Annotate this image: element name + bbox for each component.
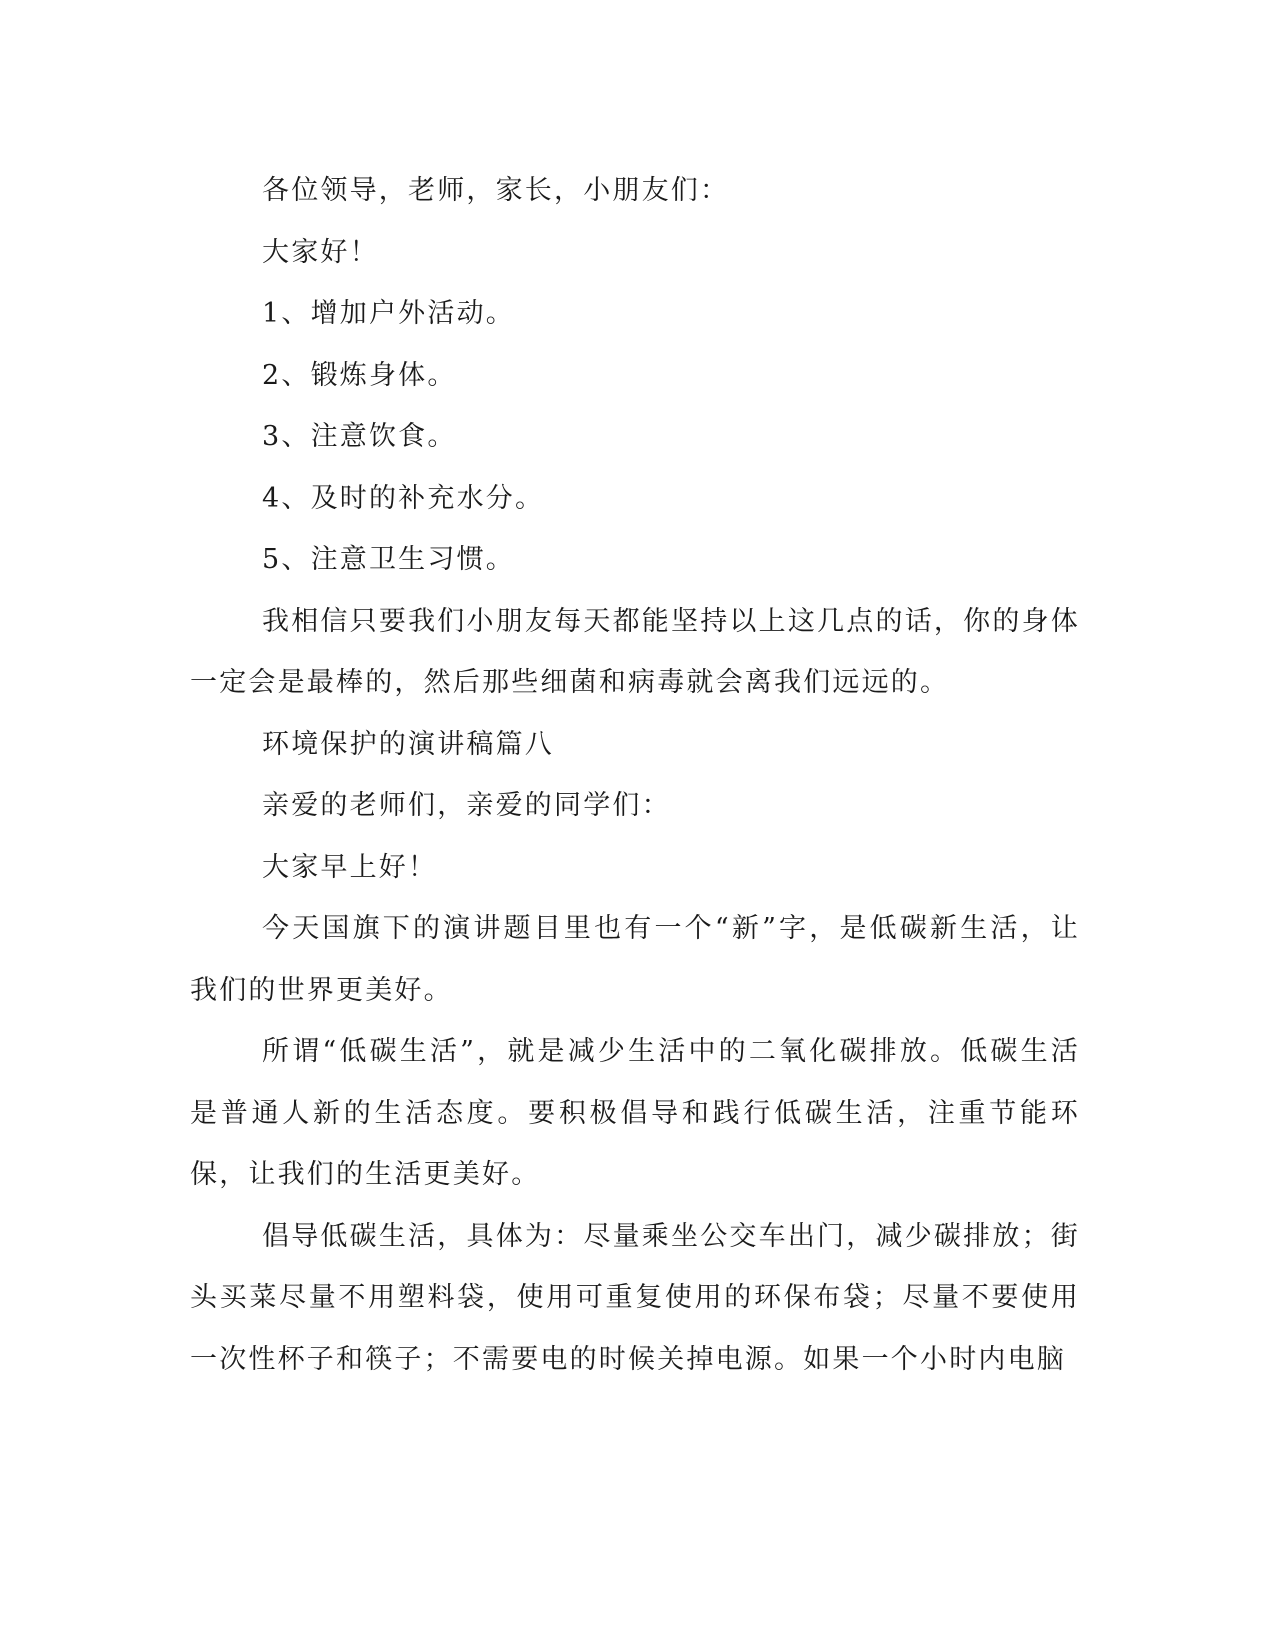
closing-paragraph: 我相信只要我们小朋友每天都能坚持以上这几点的话，你的身体一定会是最棒的，然后那些细菌和病毒就会离我们远远的。 [190,605,1080,698]
section-heading: 环境保护的演讲稿篇八 [262,728,554,760]
body-paragraph: 今天国旗下的演讲题目里也有一个“新”字，是低碳新生活，让我们的世界更美好。 [190,913,1080,1006]
body-paragraph: 所谓“低碳生活”，就是减少生活中的二氧化碳排放。低碳生活是普通人新的生活态度。要积极倡导和践行低碳生活，注重节能环保，让我们的生活更美好。 [190,1036,1080,1190]
greeting-2: 大家早上好！ [262,851,438,883]
list-item-1: 1、增加户外活动。 [262,298,515,329]
list-item-3: 3、注意饮食。 [262,421,457,452]
list-item-4: 4、及时的补充水分。 [262,482,545,514]
salutation-2: 亲爱的老师们，亲爱的同学们： [262,790,671,821]
salutation: 各位领导，老师，家长，小朋友们： [262,175,730,206]
list-item-5: 5、注意卫生习惯。 [262,544,515,575]
body-paragraph: 倡导低碳生活，具体为：尽量乘坐公交车出门，减少碳排放；街头买菜尽量不用塑料袋，使用可重复使用的环保布袋；尽量不要使用一次性杯子和筷子；不需要电的时候关掉电源。如果一个小时内电脑 [190,1220,1080,1375]
list-item-2: 2、锻炼身体。 [262,359,457,391]
greeting: 大家好！ [262,236,379,268]
document-body [190,160,1080,1390]
